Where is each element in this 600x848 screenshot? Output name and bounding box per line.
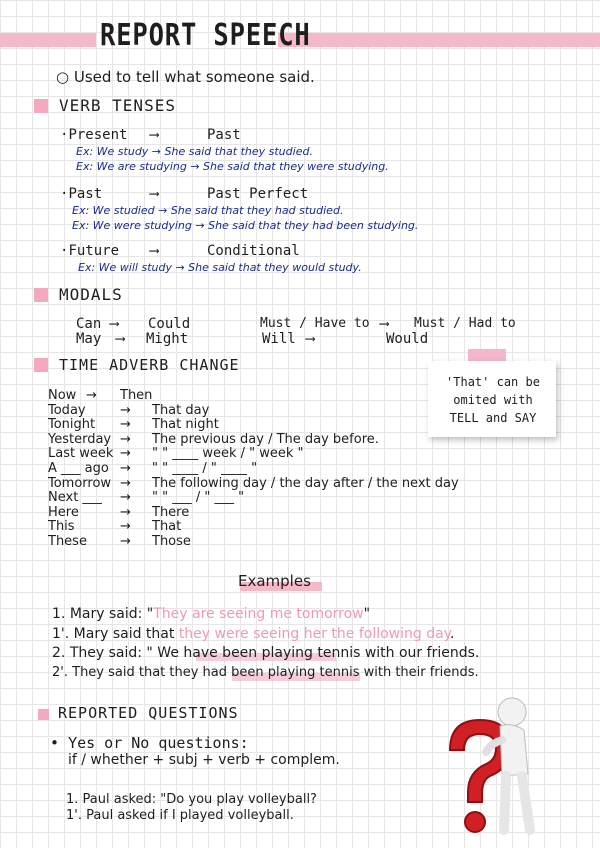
adverb-to: " " ____ week / " week " (152, 446, 304, 462)
section-bullet-icon (34, 358, 48, 372)
tense-example: Ex: We were studying → She said that they had been studying. (72, 219, 419, 232)
example-line: 1. Mary said: "They are seeing me tomorrow" (52, 606, 371, 622)
adverb-to: That night (152, 417, 219, 433)
arrow-icon: → (120, 431, 131, 447)
arrow-icon: ⟶ (150, 186, 159, 202)
arrow-icon: → (120, 461, 131, 476)
arrow-icon: → (120, 490, 131, 506)
note-text: 'That' can be omited with TELL and SAY (446, 375, 540, 425)
arrow-icon: ⟶ (116, 331, 125, 347)
tense-example: Ex: We studied → She said that they had studied. (72, 204, 344, 217)
modal-from: Must / Have to (260, 316, 370, 331)
arrow-icon: ⟶ (150, 243, 159, 259)
question-mark-figure-icon (430, 690, 550, 840)
tense-row: ·Future (60, 243, 120, 259)
examples-heading: Examples (238, 572, 311, 590)
arrow-icon: → (120, 417, 131, 433)
section-modals: MODALS (59, 285, 123, 304)
tense-example: Ex: We study → She said that they studied. (76, 145, 313, 158)
modal-to: Could (148, 316, 191, 332)
circle-bullet-icon: ○ (56, 68, 74, 86)
intro-line (56, 68, 315, 86)
example-line: 1'. Mary said that they were seeing her the following day. (52, 626, 455, 642)
arrow-icon: → (120, 475, 131, 491)
tense-target: Past Perfect (207, 186, 309, 202)
section-bullet-icon (34, 99, 48, 113)
adverb-to: Those (152, 534, 191, 549)
modal-to: Might (146, 331, 189, 347)
modal-from: May (76, 331, 102, 347)
adverb-from: This (48, 519, 75, 535)
adverb-to: " " ____ / " ____ " (152, 461, 258, 476)
adverb-from: Last week (48, 446, 114, 462)
adverb-from: Yesterday (48, 431, 112, 447)
adverb-to: " " ___ / " ___ " (152, 490, 245, 506)
arrow-icon: → (120, 446, 131, 462)
adverb-from: Today (48, 402, 86, 418)
tense-example: Ex: We are studying → She said that they were studying. (76, 160, 389, 173)
question-example: 1'. Paul asked if I played volleyball. (66, 808, 294, 823)
arrow-icon: ⟶ (110, 316, 119, 332)
title-highlight-left (0, 33, 96, 47)
page-title: REPORT SPEECH (100, 18, 311, 53)
title-highlight-right (278, 33, 600, 47)
intro-text: Used to tell what someone said. (73, 68, 315, 86)
section-bullet-icon (38, 709, 49, 720)
section-bullet-icon (34, 288, 48, 302)
adverb-to: There (152, 504, 190, 520)
adverb-from: Now (48, 388, 77, 403)
section-verb-tenses: VERB TENSES (59, 96, 176, 115)
adverb-to: That (152, 519, 182, 535)
modal-to: Must / Had to (414, 316, 516, 331)
section-reported-questions: REPORTED QUESTIONS (58, 704, 239, 722)
tense-target: Past (207, 127, 241, 143)
arrow-icon: ⟶ (380, 316, 389, 332)
tense-target: Conditional (207, 243, 300, 259)
adverb-from: A ___ ago (48, 461, 109, 476)
example-line: 2. They said: " We have been playing tennis with our friends. (52, 645, 480, 661)
question-type: • Yes or No questions: (50, 734, 249, 752)
question-example: 1. Paul asked: "Do you play volleyball? (66, 792, 317, 807)
adverb-from: Here (48, 504, 79, 520)
modal-from: Will (262, 331, 296, 347)
arrow-icon: → (120, 519, 131, 535)
adverb-to: The following day / the day after / the next day (152, 475, 459, 491)
arrow-icon: → (120, 504, 131, 520)
arrow-icon: ⟶ (150, 127, 159, 143)
modal-from: Can (76, 316, 102, 332)
adverb-from: Tonight (48, 417, 96, 433)
tense-example: Ex: We will study → She said that they would study. (78, 261, 362, 274)
section-time-adverb: TIME ADVERB CHANGE (59, 356, 240, 374)
adverb-to: That day (152, 402, 210, 418)
modal-to: Would (386, 331, 429, 347)
example-line: 2'. They said that they had been playing tennis with their friends. (52, 665, 479, 680)
arrow-icon: → (120, 534, 131, 549)
adverb-from: Tomorrow (48, 475, 112, 491)
tense-row: ·Present (60, 127, 128, 143)
sticky-note (428, 361, 556, 437)
arrow-icon: → (120, 402, 131, 418)
question-rule: if / whether + subj + verb + complem. (68, 752, 340, 768)
tense-row: ·Past (60, 186, 103, 202)
arrow-icon: ⟶ (306, 331, 315, 347)
adverb-to: The previous day / The day before. (152, 431, 379, 447)
adverb-from: Next ___ (48, 490, 102, 506)
arrow-icon: → (86, 388, 97, 403)
adverb-from: These (48, 534, 87, 549)
adverb-to: Then (120, 388, 153, 403)
